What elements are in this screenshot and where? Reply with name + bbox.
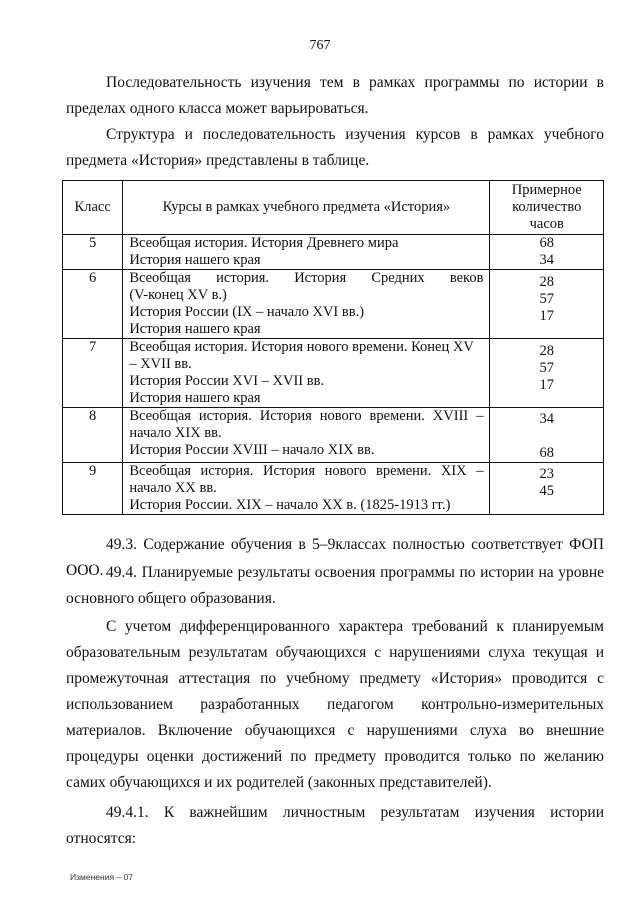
table-row xyxy=(63,463,604,515)
section-49-3: 49.3. Содержание обучения в 5–9классах полностью соответствует ФОП ООО. xyxy=(66,536,604,579)
course-line: начало XX вв. xyxy=(129,480,217,496)
course-line: – XVII вв. xyxy=(129,356,192,372)
course-line: История нашего края xyxy=(129,390,261,406)
courses-cell xyxy=(123,463,490,515)
course-line: (V-конец XV в.) xyxy=(129,287,227,303)
hours-value: 57 xyxy=(539,291,554,307)
hours-cell xyxy=(490,463,604,515)
hours-cell xyxy=(490,408,604,463)
class-cell: 6 xyxy=(63,270,123,339)
header-hours-line-3: часов xyxy=(529,216,564,232)
table-row xyxy=(63,408,604,463)
courses-cell xyxy=(123,270,490,339)
intro-paragraph-1: Последовательность изучения тем в рамках программы по истории в пределах одного класса может варьироваться. xyxy=(66,74,604,117)
header-class: Класс xyxy=(63,181,123,235)
course-line: Всеобщая история. История Древнего мира xyxy=(129,235,399,251)
footer-note: Изменения – 07 xyxy=(70,872,133,882)
course-line: Всеобщая история. История нового времени. XIX – xyxy=(129,463,484,479)
hours-value: 17 xyxy=(539,377,554,393)
course-line: Всеобщая история. История нового времени. Конец XV xyxy=(129,339,474,355)
header-hours-line-1: Примерное xyxy=(511,182,582,198)
header-hours-line-2: количество xyxy=(512,199,582,215)
table-row xyxy=(63,235,604,270)
hours-value: 34 xyxy=(539,411,554,427)
course-line: Всеобщая история. История нового времени. XVIII – xyxy=(129,408,484,424)
hours-value: 68 xyxy=(539,445,554,461)
course-line: Всеобщая история. История Средних веков xyxy=(129,270,484,286)
courses-cell xyxy=(123,339,490,408)
hours-cell xyxy=(490,339,604,408)
table-header-row xyxy=(63,181,604,235)
hours-value: 28 xyxy=(539,343,554,359)
class-cell: 7 xyxy=(63,339,123,408)
page-number: 767 xyxy=(309,38,331,53)
hours-cell xyxy=(490,270,604,339)
hours-value: 28 xyxy=(539,274,554,290)
course-line: начало XIX вв. xyxy=(129,425,222,441)
header-courses: Курсы в рамках учебного предмета «История» xyxy=(123,181,490,235)
course-line: История России XVIII – начало XIX вв. xyxy=(129,442,375,458)
hours-value: 57 xyxy=(539,360,554,376)
class-cell: 5 xyxy=(63,235,123,270)
courses-cell xyxy=(123,408,490,463)
course-line: История России XVI – XVII вв. xyxy=(129,373,325,389)
table-row xyxy=(63,339,604,408)
section-49-4: 49.4. Планируемые результаты освоения программы по истории на уровне основного общего образования. xyxy=(66,564,604,607)
courses-cell xyxy=(123,235,490,270)
course-line: История России (IX – начало XVI вв.) xyxy=(129,304,365,320)
hours-value: 45 xyxy=(539,483,554,499)
intro-paragraph-2: Структура и последовательность изучения курсов в рамках учебного предмета «История» представлены в таблице. xyxy=(66,126,604,169)
hours-value: 68 xyxy=(539,235,554,251)
hours-cell xyxy=(490,235,604,270)
course-line: История нашего края xyxy=(129,321,261,337)
class-cell: 8 xyxy=(63,408,123,463)
course-line: История нашего края xyxy=(129,252,261,268)
hours-value: 34 xyxy=(539,252,554,268)
hours-value: 23 xyxy=(539,466,554,482)
course-line: История России. XIX – начало XX в. (1825-1913 гг.) xyxy=(129,497,451,513)
hours-value: 17 xyxy=(539,308,554,324)
table-row xyxy=(63,270,604,339)
section-49-4-1: 49.4.1. К важнейшим личностным результатам изучения истории относятся: xyxy=(66,804,604,847)
header-hours xyxy=(490,181,604,235)
courses-table xyxy=(62,180,604,515)
class-cell: 9 xyxy=(63,463,123,515)
assessment-paragraph: С учетом дифференцированного характера требований к планируемым образовательным результатам обучающихся с нарушениями слуха текущая и промежуточная аттестация по учебному предмету «История» проводится с использованием разработанных педагогом контрольно-измерительных материалов. Включение обучающихся с нарушениями слуха во внешние процедуры оценки достижений по предмету проводится только по желанию самих обучающихся и их родителей (законных представителей). xyxy=(66,618,604,791)
